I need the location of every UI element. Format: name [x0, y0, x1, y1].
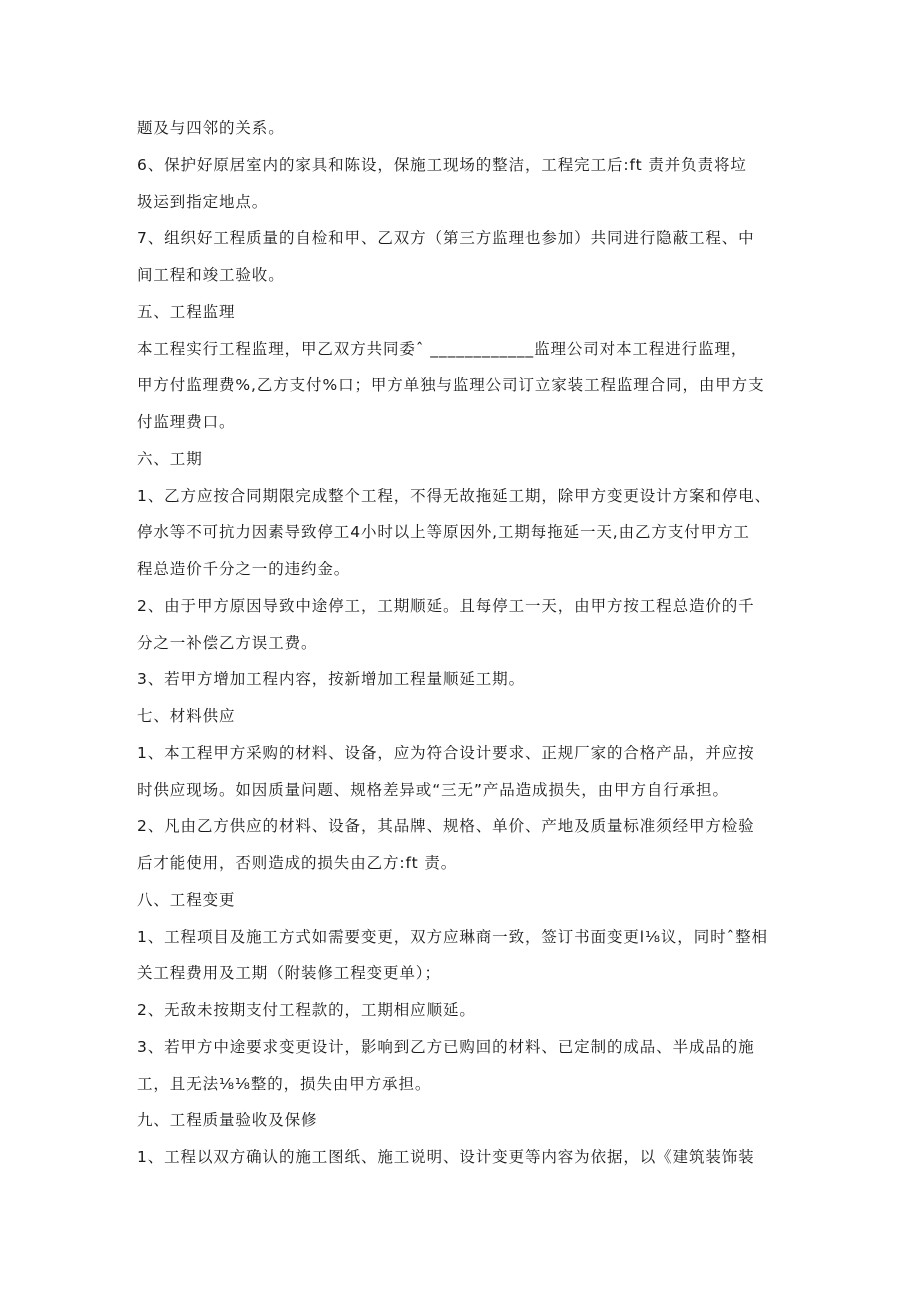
text-line-9: 付监理费口。 [137, 413, 236, 431]
text-line-25: 2、无敌未按期支付工程款的，工期相应顺延。 [137, 1001, 476, 1019]
section-heading-7: 七、材料供应 [137, 707, 236, 725]
text-line-23: 1、工程项目及施工方式如需要变更，双方应琳商一致，签订书面变更l⅛议，同时ˆ整相 [137, 928, 768, 946]
text-line-27: 工，且无法⅛⅛整的，损失由甲方承担。 [137, 1075, 432, 1093]
text-line-21: 后才能使用，否则造成的损失由乙方:ft 责。 [137, 854, 458, 872]
text-line-16: 3、若甲方增加工程内容，按新增加工程量顺延工期。 [137, 670, 525, 688]
section-heading-9: 九、工程质量验收及保修 [137, 1111, 318, 1129]
text-line-26: 3、若甲方中途要求变更设计，影响到乙方已购回的材料、已定制的成品、半成品的施 [137, 1038, 755, 1056]
text-line-20: 2、凡由乙方供应的材料、设备，其品牌、规格、单价、产地及质量标准须经甲方检验 [137, 817, 755, 835]
text-line-13: 程总造价千分之一的违约金。 [137, 560, 351, 578]
text-line-8: 甲方付监理费%,乙方支付%口；甲方单独与监理公司订立家装工程监理合同，由甲方支 [137, 376, 765, 394]
text-line-12: 停水等不可抗力因素导致停工4小时以上等原因外,工期每拖延一天,由乙方支付甲方工 [137, 523, 750, 541]
text-line-7: 本工程实行工程监理，甲乙双方共同委ˆ ____________监理公司对本工程进行监理， [137, 340, 748, 358]
text-line-4: 7、组织好工程质量的自检和甲、乙双方（第三方监理也参加）共同进行隐蔽工程、中 [137, 229, 755, 247]
section-heading-6: 六、工期 [137, 450, 203, 468]
text-line-15: 分之一补偿乙方误工费。 [137, 634, 318, 652]
text-line-29: 1、工程以双方确认的施工图纸、施工说明、设计变更等内容为依据，以《建筑装饰装 [137, 1148, 755, 1166]
text-line-24: 关工程费用及工期（附装修工程变更单）； [137, 964, 441, 982]
text-line-14: 2、由于甲方原因导致中途停工，工期顺延。且每停工一天，由甲方按工程总造价的千 [137, 597, 755, 615]
text-line-18: 1、本工程甲方采购的材料、设备，应为符合设计要求、正规厂家的合格产品，并应按 [137, 744, 755, 762]
text-line-5: 间工程和竣工验收。 [137, 266, 285, 284]
text-line-19: 时供应现场。如因质量问题、规格差异或“三无”产品造成损失，由甲方自行承担。 [137, 781, 729, 799]
text-line-11: 1、乙方应按合同期限完成整个工程，不得无故拖延工期，除甲方变更设计方案和停电、 [137, 487, 771, 505]
text-line-2: 6、保护好原居室内的家具和陈设，保施工现场的整洁，工程完工后:ft 责并负责将垃 [137, 156, 747, 174]
text-line-3: 圾运到指定地点。 [137, 193, 269, 211]
section-heading-5: 五、工程监理 [137, 303, 236, 321]
section-heading-8: 八、工程变更 [137, 891, 236, 909]
text-line-1: 题及与四邻的关系。 [137, 119, 285, 137]
